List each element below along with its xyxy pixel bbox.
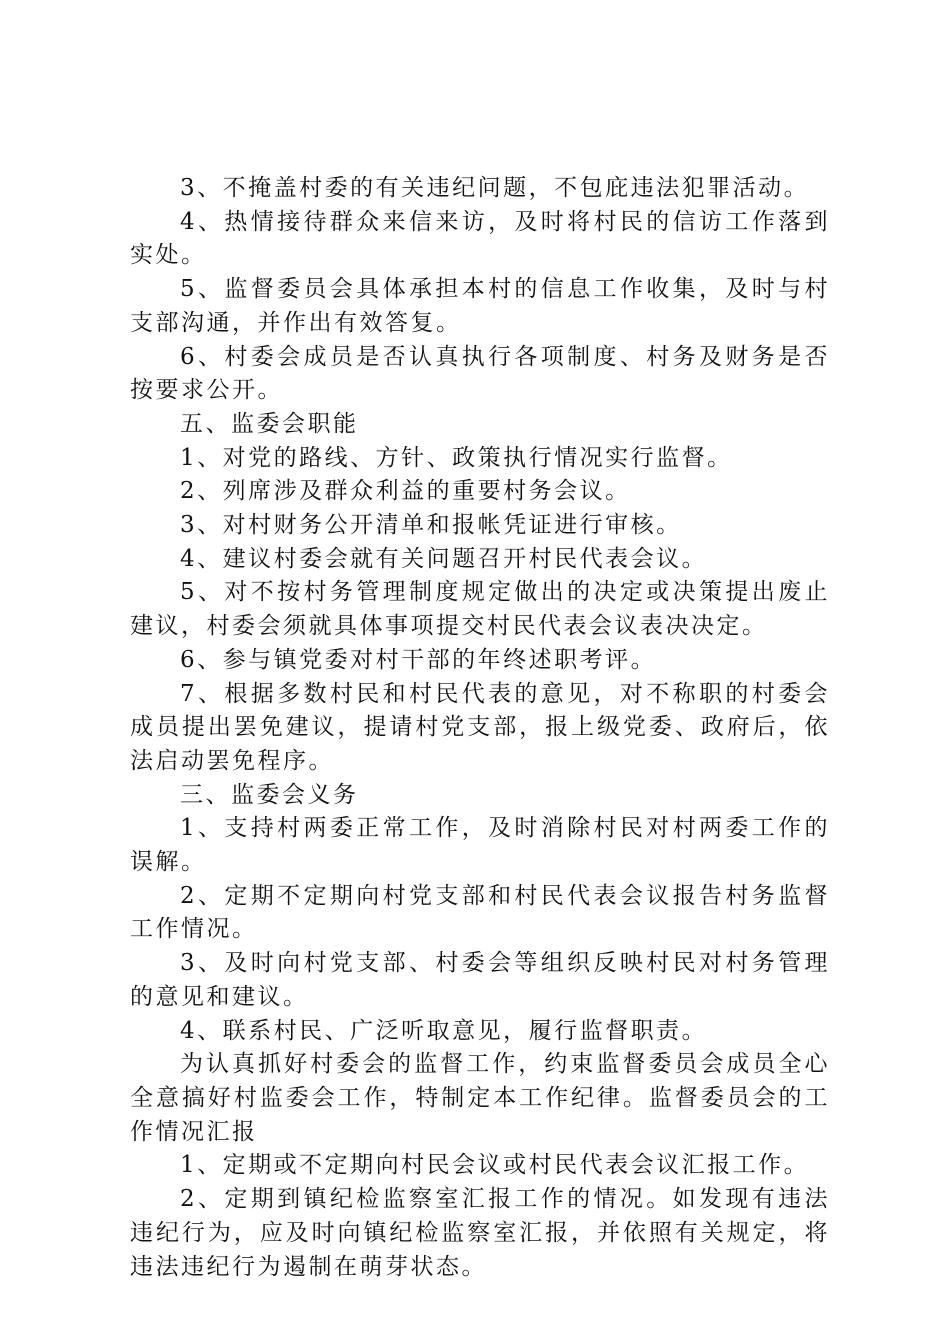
paragraph-obligation-1: 1、支持村两委正常工作，及时消除村民对村两委工作的误解。 [130,815,830,876]
paragraph-item-6-disclosure: 6、村委会成员是否认真执行各项制度、村务及财务是否按要求公开。 [130,343,830,404]
paragraph-function-5: 5、对不按村务管理制度规定做出的决定或决策提出废止建议，村委会须就具体事项提交村民代表会议表决决定。 [130,579,830,640]
paragraph-obligation-3: 3、及时向村党支部、村委会等组织反映村民对村务管理的意见和建议。 [130,950,830,1010]
paragraph-function-4: 4、建议村委会就有关问题召开村民代表会议。 [180,545,708,572]
paragraph-obligation-4: 4、联系村民、广泛听取意见，履行监督职责。 [180,1017,708,1044]
paragraph-function-2: 2、列席涉及群众利益的重要村务会议。 [180,478,631,505]
paragraph-function-1: 1、对党的路线、方针、政策执行情况实行监督。 [180,444,733,471]
paragraph-work-discipline-intro: 为认真抓好村委会的监督工作，约束监督委员会成员全心全意搞好村监委会工作，特制定本工作纪律。监督委员会的工作情况汇报 [130,1051,830,1145]
paragraph-item-5-information-work: 5、监督委员会具体承担本村的信息工作收集，及时与村支部沟通，并作出有效答复。 [130,276,830,336]
paragraph-obligation-2: 2、定期不定期向村党支部和村民代表会议报告村务监督工作情况。 [130,882,830,943]
paragraph-item-4-receive-petitions: 4、热情接待群众来信来访，及时将村民的信访工作落到实处。 [130,208,830,269]
paragraph-function-7: 7、根据多数村民和村民代表的意见，对不称职的村委会成员提出罢免建议，提请村党支部，报上级党委、政府后，依法启动罢免程序。 [130,680,830,774]
paragraph-report-1: 1、定期或不定期向村民会议或村民代表会议汇报工作。 [180,1152,810,1179]
section-heading-functions: 五、监委会职能 [180,410,359,437]
paragraph-report-2: 2、定期到镇纪检监察室汇报工作的情况。如发现有违法违纪行为，应及时向镇纪检监察室汇报，并依照有关规定，将违法违纪行为遏制在萌芽状态。 [130,1186,830,1280]
paragraph-function-6: 6、参与镇党委对村干部的年终述职考评。 [180,646,657,673]
document-page [130,172,830,1284]
paragraph-function-3: 3、对村财务公开清单和报帐凭证进行审核。 [180,512,682,539]
section-heading-obligations: 三、监委会义务 [180,781,359,808]
paragraph-item-3-no-cover-up: 3、不掩盖村委的有关违纪问题，不包庇违法犯罪活动。 [180,175,810,201]
